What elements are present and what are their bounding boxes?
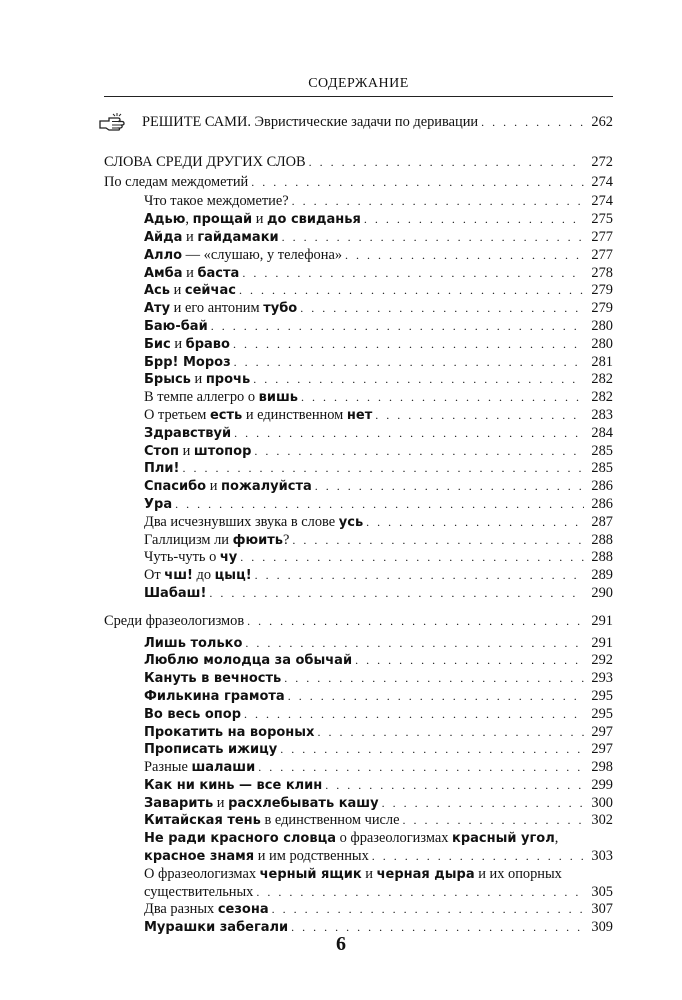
entry-title <box>144 389 298 407</box>
toc-page-number: 280 <box>591 335 613 352</box>
leader-dots <box>256 884 584 902</box>
toc-entry-row[interactable] <box>104 336 613 354</box>
toc-page-number: 272 <box>591 153 613 170</box>
pointing-hand-icon <box>98 112 126 132</box>
toc-entry-row[interactable] <box>104 407 613 425</box>
bold-term: Брр! Мороз <box>144 354 231 370</box>
toc-entry-row[interactable] <box>104 567 613 585</box>
plain-text: и единственном <box>242 406 347 423</box>
plain-text: существительных <box>144 883 254 900</box>
toc-page-number: 279 <box>591 300 613 317</box>
leader-dots <box>317 724 584 742</box>
toc-entry-row[interactable] <box>104 300 613 318</box>
toc-page-number: 297 <box>591 741 613 758</box>
bold-term: усь <box>338 514 364 530</box>
section-title: Среди фразеологизмов <box>104 612 245 629</box>
toc-entry-row[interactable] <box>104 265 613 283</box>
bold-term: пожалуйста <box>221 479 312 495</box>
toc-page-number: 282 <box>591 389 613 406</box>
entry-title <box>144 211 361 229</box>
leader-dots <box>292 193 584 211</box>
bold-term: Ура <box>144 496 173 512</box>
plain-text: и их опорных <box>474 865 562 882</box>
entry-title <box>144 585 206 603</box>
toc-entry-row[interactable] <box>104 812 613 830</box>
section-title: СЛОВА СРЕДИ ДРУГИХ СЛОВ <box>104 153 306 170</box>
leader-dots <box>366 514 584 532</box>
plain-text: ? <box>283 531 290 548</box>
bold-term: чу <box>219 550 238 566</box>
plain-text: и <box>182 264 198 281</box>
entry-title <box>144 884 253 902</box>
bold-term: Как ни кинь — все клин <box>144 777 323 793</box>
toc-entry-row[interactable] <box>104 688 613 706</box>
bold-term: Здравствуй <box>144 425 232 441</box>
plain-text: Галлицизм ли <box>144 531 233 548</box>
plain-text: и его антоним <box>170 300 264 317</box>
toc-entry-row[interactable] <box>104 549 613 567</box>
bold-term: Айда <box>144 229 183 245</box>
entry-title <box>144 777 322 795</box>
bold-term: Амба <box>144 265 183 281</box>
leader-dots <box>481 114 584 132</box>
bold-term: гайдамаки <box>197 229 279 245</box>
leader-dots <box>345 247 584 265</box>
running-header: СОДЕРЖАНИЕ <box>308 76 409 91</box>
toc-page-number: 288 <box>591 531 613 548</box>
toc-page-number: 285 <box>591 442 613 459</box>
bold-term: цыц! <box>214 568 252 584</box>
bold-term: Кануть в вечность <box>144 671 282 687</box>
bold-term: Баю-бай <box>144 318 208 334</box>
bold-term: шалаши <box>191 760 256 776</box>
leader-dots <box>403 812 585 830</box>
plain-text: и им родственных <box>254 848 369 865</box>
toc-page-number: 288 <box>591 549 613 566</box>
toc-page-number: 305 <box>591 883 613 900</box>
bold-term: Адью <box>144 212 186 228</box>
plain-text: Два разных <box>144 901 218 918</box>
toc-entry-row[interactable] <box>104 635 613 653</box>
bold-term: красный угол <box>452 831 555 847</box>
toc-entry-row[interactable] <box>104 670 613 688</box>
toc-section-row[interactable] <box>104 174 613 192</box>
bold-term: браво <box>185 336 230 352</box>
entry-title <box>144 460 179 478</box>
bold-term: до свиданья <box>267 212 361 228</box>
leader-dots <box>315 478 584 496</box>
entry-title <box>144 848 369 866</box>
toc-page-number: 279 <box>591 282 613 299</box>
toc-page-number: 291 <box>591 634 613 651</box>
toc-page-number: 299 <box>591 776 613 793</box>
toc-entry-row[interactable] <box>104 211 613 229</box>
bold-term: Филькина грамота <box>144 688 285 704</box>
toc-entry-row[interactable] <box>104 777 613 795</box>
plain-text: , <box>554 830 559 847</box>
leader-dots <box>300 300 584 318</box>
toc-entry-row[interactable] <box>104 425 613 443</box>
toc-entry-row[interactable] <box>104 532 613 550</box>
leader-dots <box>280 741 584 759</box>
table-of-contents <box>104 114 613 937</box>
bold-term: Во весь опор <box>144 706 242 722</box>
toc-entry-row[interactable] <box>104 741 613 759</box>
toc-page-number: 302 <box>591 812 613 829</box>
plain-text: и <box>170 282 185 299</box>
plain-text: и <box>206 478 222 495</box>
section-title: По следам междометий <box>104 173 249 190</box>
toc-section-row[interactable] <box>104 154 613 172</box>
entry-title <box>144 247 342 265</box>
leader-dots <box>272 901 584 919</box>
entry-title <box>144 812 400 830</box>
toc-page-number: 295 <box>591 687 613 704</box>
entry-title <box>144 336 230 354</box>
plain-text: От <box>144 567 165 584</box>
toc-entry-row[interactable] <box>104 706 613 724</box>
toc-page-number: 300 <box>591 794 613 811</box>
bold-term: Бис <box>144 336 171 352</box>
leader-dots <box>282 229 584 247</box>
plain-text: и <box>361 865 377 882</box>
toc-page-number: 287 <box>591 513 613 530</box>
entry-title <box>144 759 255 777</box>
plain-text: О фразеологизмах <box>144 865 260 882</box>
toc-page-number: 281 <box>591 353 613 370</box>
toc-entry-multiline[interactable] <box>104 866 613 902</box>
toc-entry-row[interactable] <box>104 318 613 336</box>
bold-term: чш! <box>164 568 193 584</box>
leader-dots <box>355 652 584 670</box>
plain-text: Два исчезнувших звука в слове <box>144 513 339 530</box>
toc-entry-row[interactable] <box>104 514 613 532</box>
bold-term: расхлебывать кашу <box>228 795 379 811</box>
leader-dots <box>309 154 584 172</box>
toc-page-number: 309 <box>591 919 613 936</box>
entry-title <box>144 688 285 706</box>
toc-entry-row[interactable] <box>104 193 613 211</box>
toc-page-number: 295 <box>591 705 613 722</box>
entry-line <box>144 830 613 848</box>
toc-page-number: 286 <box>591 478 613 495</box>
toc-page-number: 283 <box>591 406 613 423</box>
toc-page-number: 278 <box>591 264 613 281</box>
entry-title <box>144 443 251 461</box>
entry-title <box>144 354 231 372</box>
bold-term: Шабаш! <box>144 585 207 601</box>
toc-entry-row[interactable] <box>104 371 613 389</box>
bold-term: прочь <box>205 372 251 388</box>
toc-intro-row[interactable] <box>104 114 613 132</box>
leader-dots <box>375 407 584 425</box>
plain-text: и <box>213 794 229 811</box>
bold-term: прощай <box>192 212 253 228</box>
leader-dots <box>364 211 584 229</box>
entry-title <box>144 724 314 742</box>
toc-page-number: 293 <box>591 670 613 687</box>
entry-title <box>144 549 237 567</box>
bold-term: Мурашки забегали <box>144 920 289 936</box>
toc-page-number: 285 <box>591 460 613 477</box>
bold-term: Люблю молодца за обычай <box>144 653 353 669</box>
entry-title <box>144 670 281 688</box>
leader-dots <box>255 567 584 585</box>
leader-dots <box>325 777 584 795</box>
entries-phraseology <box>104 635 613 831</box>
bold-term: нет <box>346 407 373 423</box>
toc-section-row[interactable] <box>104 613 613 631</box>
bold-term: Прописать ижицу <box>144 742 278 758</box>
entry-title <box>144 741 277 759</box>
entry-title <box>144 300 297 318</box>
toc-page-number: 292 <box>591 652 613 669</box>
entries-phraseology-end <box>104 901 613 937</box>
toc-page-number: 282 <box>591 371 613 388</box>
plain-text: о фразеологизмах <box>336 830 453 847</box>
toc-page-number: 298 <box>591 759 613 776</box>
leader-dots <box>382 795 584 813</box>
bold-term: Прокатить на вороных <box>144 724 315 740</box>
toc-page-number: 277 <box>591 228 613 245</box>
toc-entry-row[interactable] <box>104 496 613 514</box>
bold-term: фюить <box>232 532 284 548</box>
leader-dots <box>209 585 584 603</box>
plain-text: О третьем <box>144 406 210 423</box>
leader-dots <box>253 371 584 389</box>
entry-title <box>144 229 279 247</box>
toc-page-number: 307 <box>591 901 613 918</box>
entry-title <box>144 425 231 443</box>
toc-page-number: 290 <box>591 584 613 601</box>
toc-entry-row[interactable] <box>104 354 613 372</box>
bold-term: Спасибо <box>144 479 207 495</box>
bold-term: черная дыра <box>376 866 475 882</box>
leader-dots <box>242 265 584 283</box>
bold-term: сезона <box>217 902 269 918</box>
toc-page-number: 277 <box>591 246 613 263</box>
toc-page-number: 275 <box>591 211 613 228</box>
plain-text: в единственном числе <box>260 812 400 829</box>
leader-dots <box>247 613 584 631</box>
bold-term: Заварить <box>144 795 214 811</box>
plain-text: и <box>252 211 268 228</box>
entry-line <box>144 866 613 884</box>
bold-term: есть <box>209 407 243 423</box>
leader-dots <box>292 532 584 550</box>
entry-title <box>144 567 252 585</box>
entry-title <box>144 901 269 919</box>
toc-page-number: 286 <box>591 495 613 512</box>
plain-text: и <box>182 228 198 245</box>
entry-title <box>144 496 172 514</box>
toc-page-number: 289 <box>591 567 613 584</box>
bold-term: Китайская тень <box>144 813 261 829</box>
bold-term: Стоп <box>144 443 179 459</box>
toc-page-number: 297 <box>591 723 613 740</box>
toc-entry-row[interactable] <box>104 389 613 407</box>
leader-dots <box>182 460 584 478</box>
leader-dots <box>288 688 584 706</box>
toc-entry-row[interactable] <box>104 901 613 919</box>
toc-entry-multiline[interactable] <box>104 830 613 866</box>
plain-text: и <box>190 371 206 388</box>
leader-dots <box>254 443 584 461</box>
toc-intro-title: РЕШИТЕ САМИ. Эвристические задачи по деривации <box>142 114 479 130</box>
toc-page-number: 280 <box>591 317 613 334</box>
toc-page-number: 274 <box>591 173 613 190</box>
bold-term: Брысь <box>144 372 191 388</box>
leader-dots <box>234 354 584 372</box>
leader-dots <box>239 282 584 300</box>
plain-text: и <box>170 335 186 352</box>
leader-dots <box>258 759 584 777</box>
toc-entry-row[interactable] <box>104 724 613 742</box>
bold-term: тубо <box>263 301 298 317</box>
entry-title <box>144 795 379 813</box>
plain-text: Чуть-чуть о <box>144 549 220 566</box>
toc-entry-row[interactable] <box>104 585 613 603</box>
toc-entry-row[interactable] <box>104 460 613 478</box>
leader-dots <box>301 389 584 407</box>
plain-text: до <box>192 567 215 584</box>
entry-last-line <box>144 884 613 902</box>
bold-term: Алло <box>144 247 183 263</box>
toc-entry-row[interactable] <box>104 443 613 461</box>
toc-page-number: 274 <box>591 193 613 210</box>
bold-term: Не ради красного словца <box>144 831 336 847</box>
entry-title <box>144 478 312 496</box>
entry-title <box>144 193 289 211</box>
plain-text: Разные <box>144 759 192 776</box>
leader-dots <box>234 425 584 443</box>
toc-entry-row[interactable] <box>104 795 613 813</box>
leader-dots <box>251 174 584 192</box>
entry-last-line <box>144 848 613 866</box>
bold-term: Ась <box>144 283 170 299</box>
plain-text: , <box>185 211 193 228</box>
header-rule <box>104 96 613 97</box>
leader-dots <box>372 848 584 866</box>
plain-text: Что такое междометие? <box>144 193 289 210</box>
toc-page-number: 291 <box>591 612 613 629</box>
bold-term: Ату <box>144 301 171 317</box>
entry-title <box>144 532 289 550</box>
toc-entry-row[interactable] <box>104 652 613 670</box>
plain-text: В темпе аллегро о <box>144 389 259 406</box>
plain-text: и <box>179 442 194 459</box>
toc-entry-row[interactable] <box>104 282 613 300</box>
entry-title <box>144 407 372 425</box>
toc-entry-row[interactable] <box>104 478 613 496</box>
leader-dots <box>211 318 584 336</box>
bold-term: сейчас <box>184 283 236 299</box>
bold-term: штопор <box>193 443 252 459</box>
page-number: 6 <box>336 933 346 955</box>
toc-page-number: 303 <box>591 848 613 865</box>
entry-title <box>144 371 250 389</box>
toc-entry-row[interactable] <box>104 229 613 247</box>
bold-term: черный ящик <box>259 866 362 882</box>
toc-page-number: 262 <box>591 114 613 130</box>
leader-dots <box>245 635 584 653</box>
entry-title <box>144 706 241 724</box>
leader-dots <box>284 670 584 688</box>
entry-title <box>144 514 363 532</box>
leader-dots <box>240 549 584 567</box>
plain-text: — «слушаю, у телефона» <box>182 246 343 263</box>
leader-dots <box>175 496 584 514</box>
entry-title <box>144 265 239 283</box>
bold-term: Лишь только <box>144 635 243 651</box>
bold-term: красное знамя <box>144 849 255 865</box>
toc-page-number: 284 <box>591 424 613 441</box>
bold-term: Пли! <box>144 461 180 477</box>
entry-title <box>144 282 236 300</box>
entry-title <box>144 318 208 336</box>
leader-dots <box>244 706 584 724</box>
bold-term: баста <box>197 265 240 281</box>
toc-entry-row[interactable] <box>104 759 613 777</box>
entry-title <box>144 652 352 670</box>
toc-entry-row[interactable] <box>104 247 613 265</box>
entry-title <box>144 635 242 653</box>
bold-term: вишь <box>258 390 298 406</box>
entries-interjections <box>104 193 613 602</box>
leader-dots <box>233 336 584 354</box>
